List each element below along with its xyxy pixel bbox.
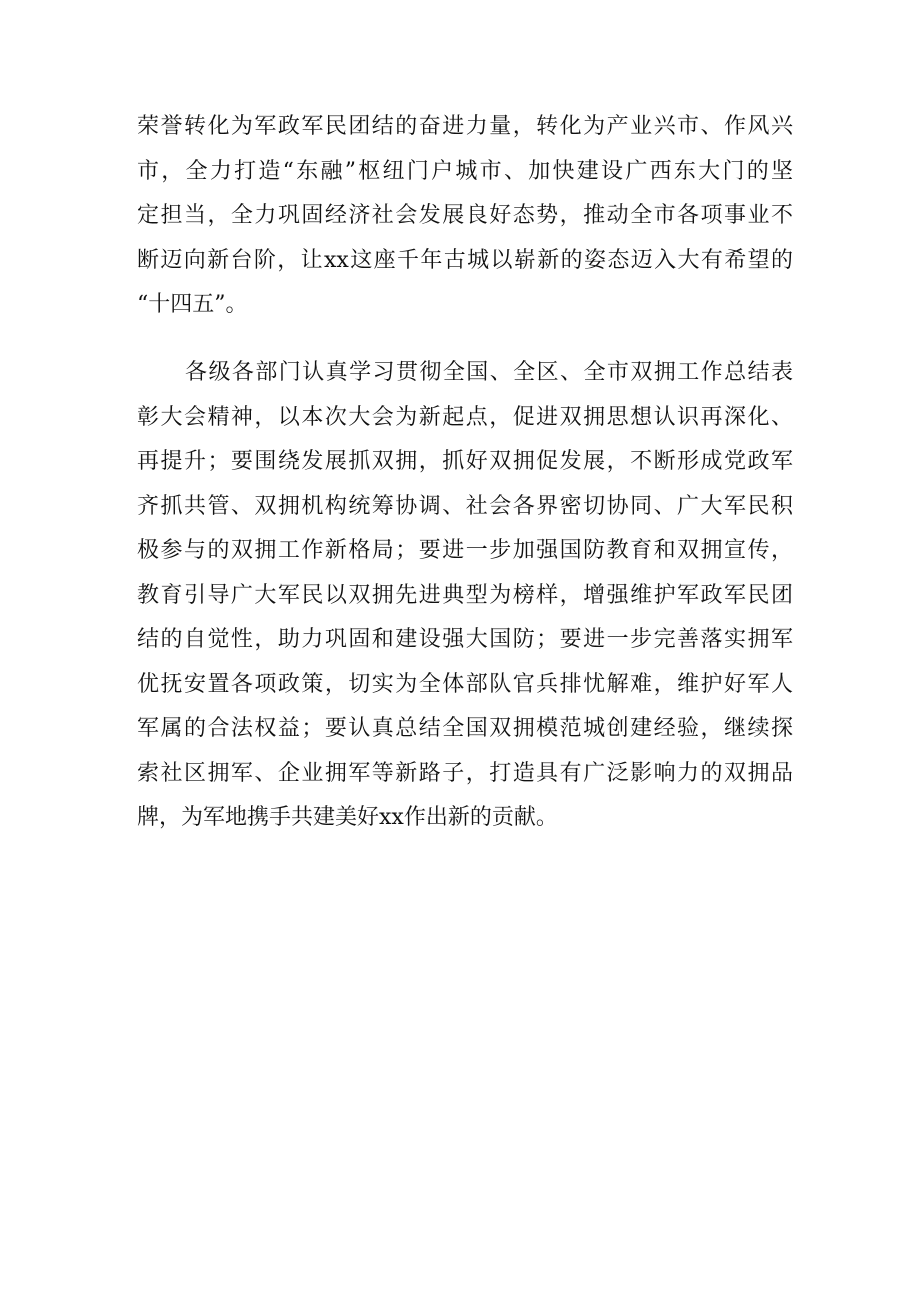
paragraph-line: 彰大会精神，以本次大会为新起点，促进双拥思想认识再深化、 xyxy=(137,404,793,430)
paragraph-1 xyxy=(137,105,793,328)
paragraph-line: 再提升；要围绕发展抓双拥，抓好双拥促发展，不断形成党政军 xyxy=(137,449,793,474)
paragraph-line: 荣誉转化为军政军民团结的奋进力量，转化为产业兴市、作风兴 xyxy=(137,114,793,139)
paragraph-line: 齐抓共管、双拥机构统筹协调、社会各界密切协同、广大军民积 xyxy=(137,493,793,519)
paragraph-line: 军属的合法权益；要认真总结全国双拥模范城创建经验，继续探 xyxy=(137,716,793,741)
paragraph-2 xyxy=(137,351,793,841)
paragraph-line: 断迈向新台阶，让xx这座千年古城以崭新的姿态迈入大有希望的 xyxy=(137,247,793,273)
paragraph-line: 索社区拥军、企业拥军等新路子，打造具有广泛影响力的双拥品 xyxy=(137,760,793,786)
paragraph-line: 极参与的双拥工作新格局；要进一步加强国防教育和双拥宣传， xyxy=(137,538,793,563)
paragraph-line: 各级各部门认真学习贯彻全国、全区、全市双拥工作总结表 xyxy=(185,360,793,385)
paragraph-line: 教育引导广大军民以双拥先进典型为榜样，增强维护军政军民团 xyxy=(137,582,793,608)
paragraph-line: 定担当，全力巩固经济社会发展良好态势，推动全市各项事业不 xyxy=(137,203,793,228)
paragraph-line: 优抚安置各项政策，切实为全体部队官兵排忧解难，维护好军人 xyxy=(137,671,793,697)
paragraph-line: 结的自觉性，助力巩固和建设强大国防；要进一步完善落实拥军 xyxy=(137,627,793,652)
paragraph-line: 市，全力打造“东融”枢纽门户城市、加快建设广西东大门的坚 xyxy=(137,158,793,184)
paragraph-line: “十四五”。 xyxy=(137,292,248,317)
paragraph-line: 牌，为军地携手共建美好xx作出新的贡献。 xyxy=(137,805,558,830)
